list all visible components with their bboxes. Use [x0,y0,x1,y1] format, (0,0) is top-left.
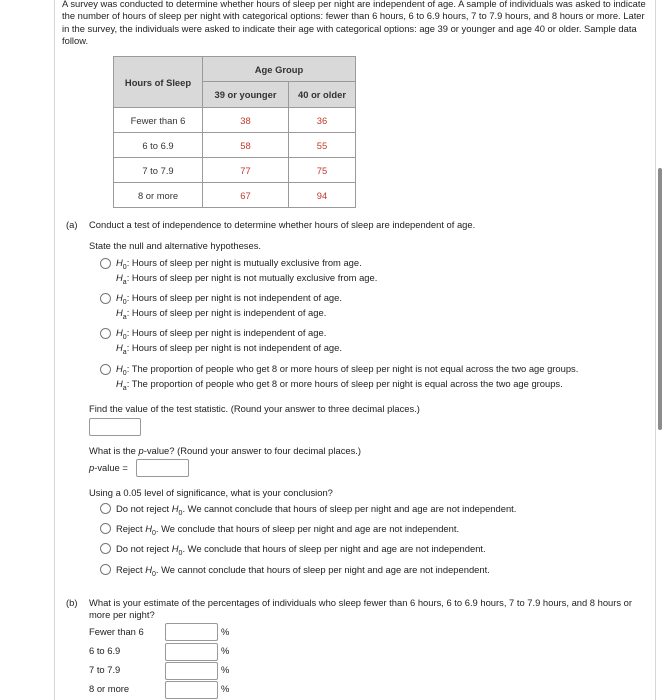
cell-value: 67 [203,183,289,208]
row-label: 7 to 7.9 [114,158,203,183]
table-row [114,133,356,158]
percent-input-fewer-than-6[interactable] [165,623,218,641]
scrollbar-thumb[interactable] [658,168,662,430]
hypotheses-prompt: State the null and alternative hypotheses. [89,240,261,251]
conclusion-option-4-radio[interactable] [100,564,111,575]
cell-value: 77 [203,158,289,183]
conclusion-prompt: Using a 0.05 level of significance, what is your conclusion? [89,487,333,498]
hypothesis-option-2-ha: $H_a$: Hours of sleep per night is independent of age. [116,307,327,321]
percent-unit: % [221,626,230,637]
hypothesis-option-3-ha: $H_a$: Hours of sleep per night is not independent of age. [116,342,342,356]
part-b-question: What is your estimate of the percentages of individuals who sleep fewer than 6 hours, 6 to 6.9 hours, 7 to 7.9 hours, and 8 hours or more per night? [89,597,633,620]
table-row [114,158,356,183]
p-value-label: p-value = [89,462,128,473]
cell-value: 36 [289,108,356,133]
percent-input-8-or-more[interactable] [165,681,218,699]
percent-unit: % [221,683,230,694]
row-label: Fewer than 6 [114,108,203,133]
conclusion-option-2-radio[interactable] [100,523,111,534]
row-header: Hours of Sleep [114,57,203,108]
problem-intro: A survey was conducted to determine whether hours of sleep per night are independent of age. A sample of individuals was asked to indicate the number of hours of sleep per night with categorical options: fewer than 6 hours, 6 to 6.9 hours, 7 to 7.9 hours, and 8 hours or more. Later in the survey, the individuals were asked to indicate their age with categorical options: age 39 or younger and age 40 or older. Sample data follow. [62,0,646,46]
conclusion-option-3-text: Do not reject $H_0$. We conclude that hours of sleep per night and age are not independent. [116,543,486,557]
test-statistic-prompt: Find the value of the test statistic. (Round your answer to three decimal places.) [89,403,420,414]
percent-unit: % [221,645,230,656]
percent-row-label: 8 or more [89,683,130,694]
part-a-label: (a) [66,219,78,230]
conclusion-option-1-radio[interactable] [100,503,111,514]
table-row [114,183,356,208]
hypothesis-option-3-h0: $H_0$: Hours of sleep per night is independent of age. [116,327,327,341]
cell-value: 55 [289,133,356,158]
conclusion-option-3-radio[interactable] [100,543,111,554]
hypothesis-option-1-radio[interactable] [100,258,111,269]
table-row [114,108,356,133]
part-b-label: (b) [66,597,78,608]
percent-unit: % [221,664,230,675]
hypothesis-option-4-ha: $H_a$: The proportion of people who get 8 or more hours of sleep per night is equal across the two age groups. [116,378,563,392]
hypothesis-option-1-ha: $H_a$: Hours of sleep per night is not mutually exclusive from age. [116,272,378,286]
conclusion-option-2-text: Reject $H_0$. We conclude that hours of sleep per night and age are not independent. [116,523,460,537]
p-value-prompt: What is the p-value? (Round your answer to four decimal places.) [89,445,362,456]
col-header-39: 39 or younger [203,82,289,108]
percent-input-7-to-7.9[interactable] [165,662,218,680]
conclusion-option-4-text: Reject $H_0$. We cannot conclude that hours of sleep per night and age are not independent. [116,564,490,578]
cell-value: 94 [289,183,356,208]
percent-row-label: Fewer than 6 [89,626,144,637]
col-header-40: 40 or older [289,82,356,108]
test-statistic-input[interactable] [89,418,141,436]
part-a-question: Conduct a test of independence to determine whether hours of sleep are independent of age. [89,219,476,230]
hypothesis-option-4-h0: $H_0$: The proportion of people who get 8 or more hours of sleep per night is not equal across the two age groups. [116,363,579,377]
p-value-input[interactable] [136,459,189,477]
group-header: Age Group [203,57,356,82]
cell-value: 75 [289,158,356,183]
cell-value: 58 [203,133,289,158]
conclusion-option-1-text: Do not reject $H_0$. We cannot conclude that hours of sleep per night and age are not independent. [116,503,517,517]
hypothesis-option-3-radio[interactable] [100,328,111,339]
cell-value: 38 [203,108,289,133]
row-label: 8 or more [114,183,203,208]
hypothesis-option-4-radio[interactable] [100,364,111,375]
hypothesis-option-2-radio[interactable] [100,293,111,304]
hypothesis-option-2-h0: $H_0$: Hours of sleep per night is not independent of age. [116,292,342,306]
row-label: 6 to 6.9 [114,133,203,158]
percent-row-label: 7 to 7.9 [89,664,121,675]
sample-data-table [113,56,356,208]
percent-row-label: 6 to 6.9 [89,645,121,656]
hypothesis-option-1-h0: $H_0$: Hours of sleep per night is mutually exclusive from age. [116,257,362,271]
percent-input-6-to-6.9[interactable] [165,643,218,661]
